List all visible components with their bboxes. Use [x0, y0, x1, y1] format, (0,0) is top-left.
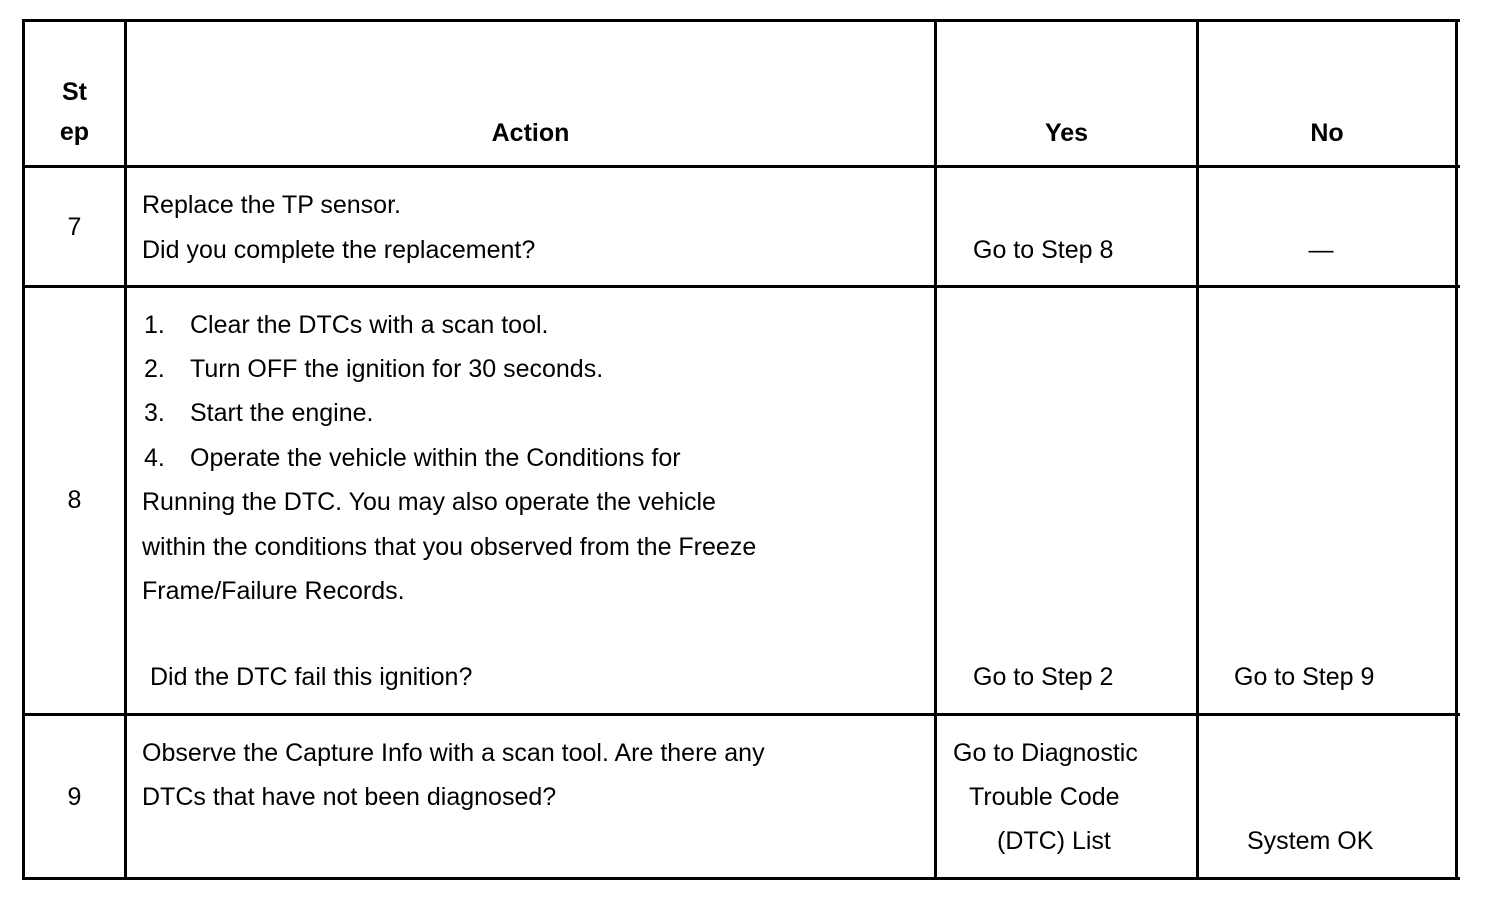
table-border-bottom — [22, 877, 1460, 880]
action-line: DTCs that have not been diagnosed? — [142, 783, 557, 811]
yes-result-9-line1: Go to Diagnostic — [953, 739, 1138, 767]
continuation-line: Running the DTC. You may also operate the vehicle — [142, 488, 716, 516]
step-number-9: 9 — [67, 783, 82, 811]
list-item-number: 3. — [144, 399, 165, 427]
row-divider — [22, 165, 1460, 168]
yes-result-9-line2: Trouble Code — [969, 783, 1120, 811]
list-item-number: 2. — [144, 355, 165, 383]
header-no: No — [1310, 119, 1344, 147]
diagnostic-table — [22, 19, 1460, 882]
step-number-8: 8 — [67, 486, 82, 514]
table-border-top — [22, 19, 1460, 22]
list-item-text: Clear the DTCs with a scan tool. — [190, 311, 549, 339]
question-8: Did the DTC fail this ignition? — [150, 663, 473, 691]
header-action: Action — [491, 119, 570, 147]
list-item-text: Operate the vehicle within the Conditions for — [190, 444, 681, 472]
header-step — [25, 72, 124, 152]
list-item-text: Start the engine. — [190, 399, 374, 427]
action-line: Replace the TP sensor. — [142, 191, 401, 219]
header-step-line2: ep — [59, 118, 90, 146]
no-result-7: — — [1308, 236, 1334, 264]
continuation-line: Frame/Failure Records. — [142, 577, 405, 605]
yes-result-9-line3: (DTC) List — [997, 827, 1111, 855]
yes-result-7: Go to Step 8 — [973, 236, 1114, 264]
action-line: Did you complete the replacement? — [142, 236, 536, 264]
yes-result-8: Go to Step 2 — [973, 663, 1114, 691]
step-number-7: 7 — [67, 213, 82, 241]
table-border-right — [1455, 19, 1458, 880]
row-divider — [22, 285, 1460, 288]
row-divider — [22, 713, 1460, 716]
header-yes: Yes — [1044, 119, 1089, 147]
no-result-8: Go to Step 9 — [1234, 663, 1375, 691]
header-step-line1: St — [62, 78, 87, 106]
no-result-9: System OK — [1247, 827, 1374, 855]
continuation-line: within the conditions that you observed from the Freeze — [142, 533, 757, 561]
action-line: Observe the Capture Info with a scan tool. Are there any — [142, 739, 765, 767]
list-item-number: 4. — [144, 444, 165, 472]
list-item-number: 1. — [144, 311, 165, 339]
list-item-text: Turn OFF the ignition for 30 seconds. — [190, 355, 604, 383]
